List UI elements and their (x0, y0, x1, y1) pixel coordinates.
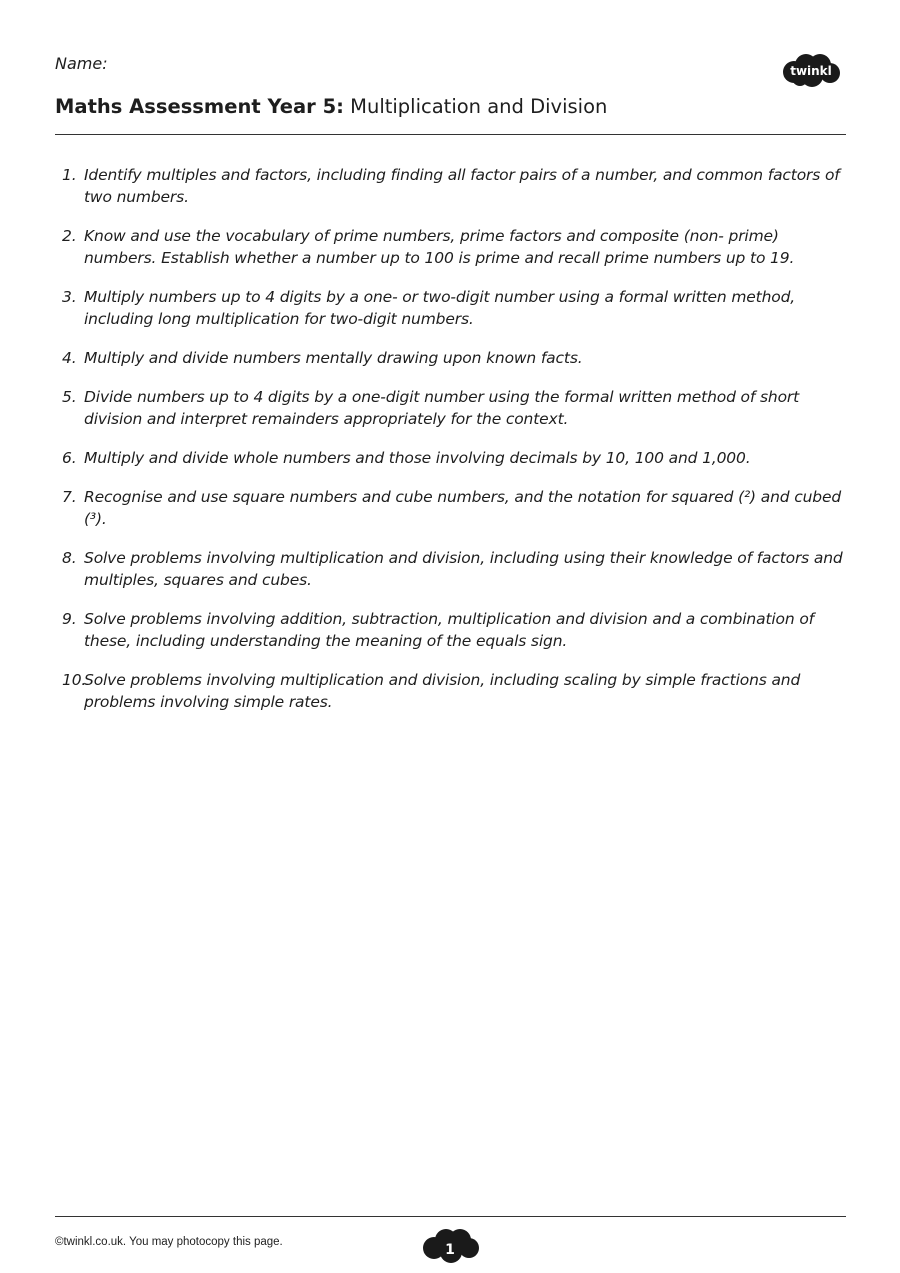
objectives-list (62, 164, 852, 730)
objective-item (62, 547, 852, 591)
page-title-rest: Multiplication and Division (343, 95, 608, 118)
objective-text: Multiply and divide numbers mentally drawing upon known facts. (84, 349, 583, 367)
name-label: Name: (55, 54, 108, 73)
objective-text: Divide numbers up to 4 digits by a one-digit number using the formal written method of short division and interpret remainders appropriately for the context. (84, 388, 800, 428)
twinkl-logo-text: twinkl (790, 64, 832, 78)
objective-text: Solve problems involving multiplication and division, including scaling by simple fractions and problems involving simple rates. (84, 671, 801, 711)
objective-item (62, 447, 852, 469)
page-title-bold: Maths Assessment Year 5: (55, 95, 344, 118)
footer-copyright: ©twinkl.co.uk. You may photocopy this page. (55, 1236, 283, 1248)
footer-divider (55, 1216, 846, 1217)
objective-text: Know and use the vocabulary of prime numbers, prime factors and composite (non- prime) numbers. Establish whether a number up to 100 is prime and recall prime numbers up to 19. (84, 227, 795, 267)
objective-text: Multiply numbers up to 4 digits by a one- or two-digit number using a formal written method, including long multiplication for two-digit numbers. (84, 288, 796, 328)
objective-number: 5. (62, 388, 77, 406)
header-divider (55, 134, 846, 135)
objective-text: Recognise and use square numbers and cube numbers, and the notation for squared (²) and cubed (³). (84, 488, 842, 528)
objective-text: Identify multiples and factors, including finding all factor pairs of a number, and common factors of two numbers. (84, 166, 840, 206)
objective-item (62, 286, 852, 330)
objective-item (62, 225, 852, 269)
objective-item (62, 608, 852, 652)
twinkl-logo (780, 52, 842, 88)
objective-number: 1. (62, 166, 77, 184)
objective-number: 7. (62, 488, 77, 506)
objective-text: Solve problems involving addition, subtraction, multiplication and division and a combination of these, including understanding the meaning of the equals sign. (84, 610, 814, 650)
page-number-badge (420, 1226, 482, 1264)
objective-text: Multiply and divide whole numbers and those involving decimals by 10, 100 and 1,000. (84, 449, 751, 467)
objective-number: 8. (62, 549, 77, 567)
objective-item (62, 347, 852, 369)
objective-number: 2. (62, 227, 77, 245)
objective-text: Solve problems involving multiplication and division, including using their knowledge of factors and multiples, squares and cubes. (84, 549, 843, 589)
objective-item (62, 386, 852, 430)
objective-item (62, 164, 852, 208)
page-number: 1 (445, 1242, 455, 1258)
objective-item (62, 486, 852, 530)
objective-number: 4. (62, 349, 77, 367)
objective-item (62, 669, 852, 713)
page-title (55, 95, 607, 118)
objective-number: 10. (62, 671, 87, 689)
objective-number: 9. (62, 610, 77, 628)
objective-number: 3. (62, 288, 77, 306)
objective-number: 6. (62, 449, 77, 467)
